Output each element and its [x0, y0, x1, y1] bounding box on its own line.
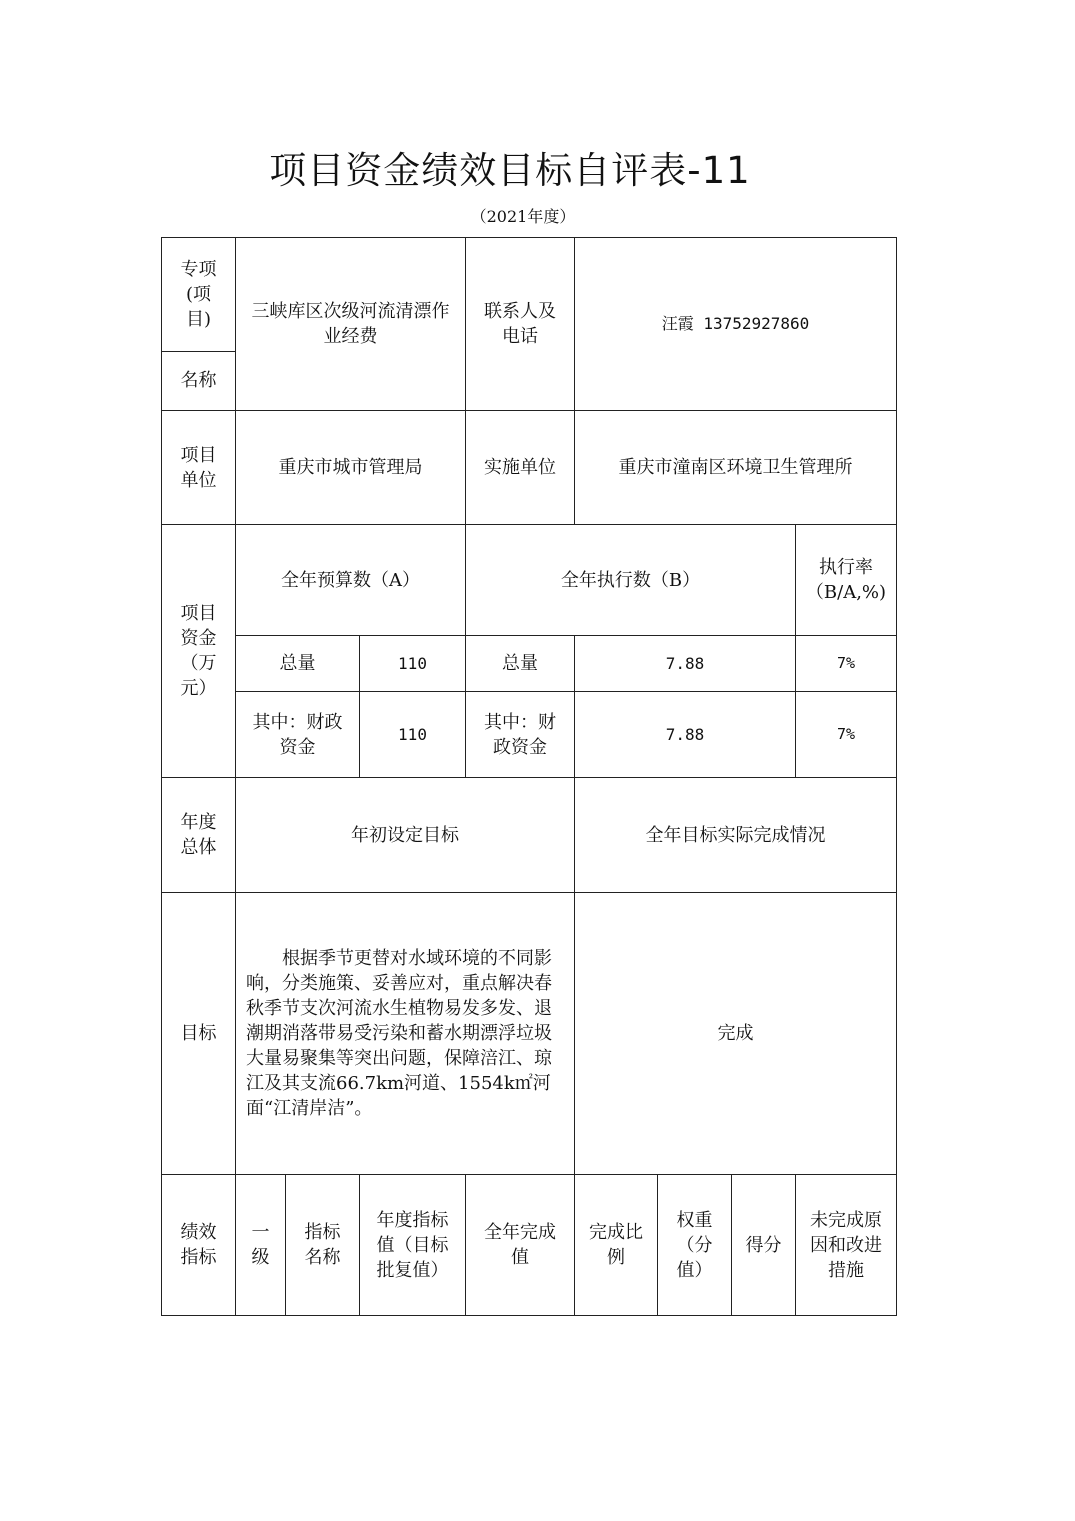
table-border-right [896, 237, 897, 1316]
full-year-value-header: 全年完成 值 [484, 1222, 556, 1268]
total-label: 总量 [279, 653, 316, 674]
budget-header: 全年预算数（A） [281, 569, 420, 591]
total-budget-value: 110 [398, 654, 427, 673]
indicator-name-header: 指标 名称 [304, 1222, 341, 1268]
total-rate-value: 7% [836, 654, 856, 672]
reason-header: 未完成原 因和改进 措施 [810, 1209, 882, 1281]
project-name-value: 三峡库区次级河流清漂作 业经费 [251, 300, 450, 347]
performance-indicator-label: 绩效 指标 [180, 1222, 217, 1268]
annual-value-header: 年度指标 值（目标 批复值） [376, 1209, 449, 1281]
annual-overall-label: 年度 总体 [180, 812, 217, 858]
fiscal-exec-label: 其中：财 政资金 [484, 711, 556, 758]
execution-rate-header: 执行率 （B/A,%) [805, 557, 887, 603]
goal-description-text: 根据季节更替对水域环境的不同影响，分类施策、妥善应对，重点解决春秋季节支次河流水生植物易发多发、退潮期消落带易受污染和蓄水期漂浮垃圾大量易聚集等突出问题，保障涪江、琼江及其支流66.7km河道、1554k㎡河面“江清岸洁”。 [246, 948, 552, 1119]
total-exec-value: 7.88 [665, 654, 705, 673]
score-header: 得分 [745, 1234, 782, 1256]
execution-header: 全年执行数（B） [560, 569, 701, 591]
project-unit-label: 项目 单位 [180, 444, 217, 491]
level-one-header: 一 级 [251, 1222, 270, 1268]
fiscal-label: 其中：财政 资金 [252, 711, 343, 758]
table-border-bottom [161, 1315, 897, 1316]
goal-result: 完成 [717, 1023, 754, 1044]
project-name-label-suffix: 名称 [180, 370, 217, 391]
fiscal-rate-value: 7% [836, 725, 856, 743]
completion-ratio-header: 完成比 例 [589, 1222, 643, 1268]
actual-completion-header: 全年目标实际完成情况 [645, 824, 826, 846]
contact-label: 联系人及 电话 [484, 300, 556, 347]
project-unit-value: 重庆市城市管理局 [278, 457, 423, 478]
target-label: 目标 [180, 1023, 217, 1044]
goal-description [236, 893, 574, 1174]
year-label: （2021年度） [470, 207, 576, 226]
fiscal-exec-value: 7.88 [665, 725, 705, 744]
set-goal-header: 年初设定目标 [351, 824, 459, 846]
project-name-label: 专项 (项 目) [180, 258, 217, 330]
evaluation-table [161, 237, 897, 1316]
fiscal-budget-value: 110 [398, 725, 427, 744]
implementing-unit-label: 实施单位 [484, 457, 556, 478]
total-exec-label: 总量 [502, 653, 538, 674]
page-title: 项目资金绩效目标自评表-11 [269, 149, 751, 192]
contact-value: 汪霞 13752927860 [661, 314, 810, 333]
funds-label: 项目 资金 （万 元） [180, 603, 217, 699]
implementing-unit-value: 重庆市潼南区环境卫生管理所 [618, 457, 853, 478]
weight-header: 权重 （分 值） [676, 1209, 713, 1281]
